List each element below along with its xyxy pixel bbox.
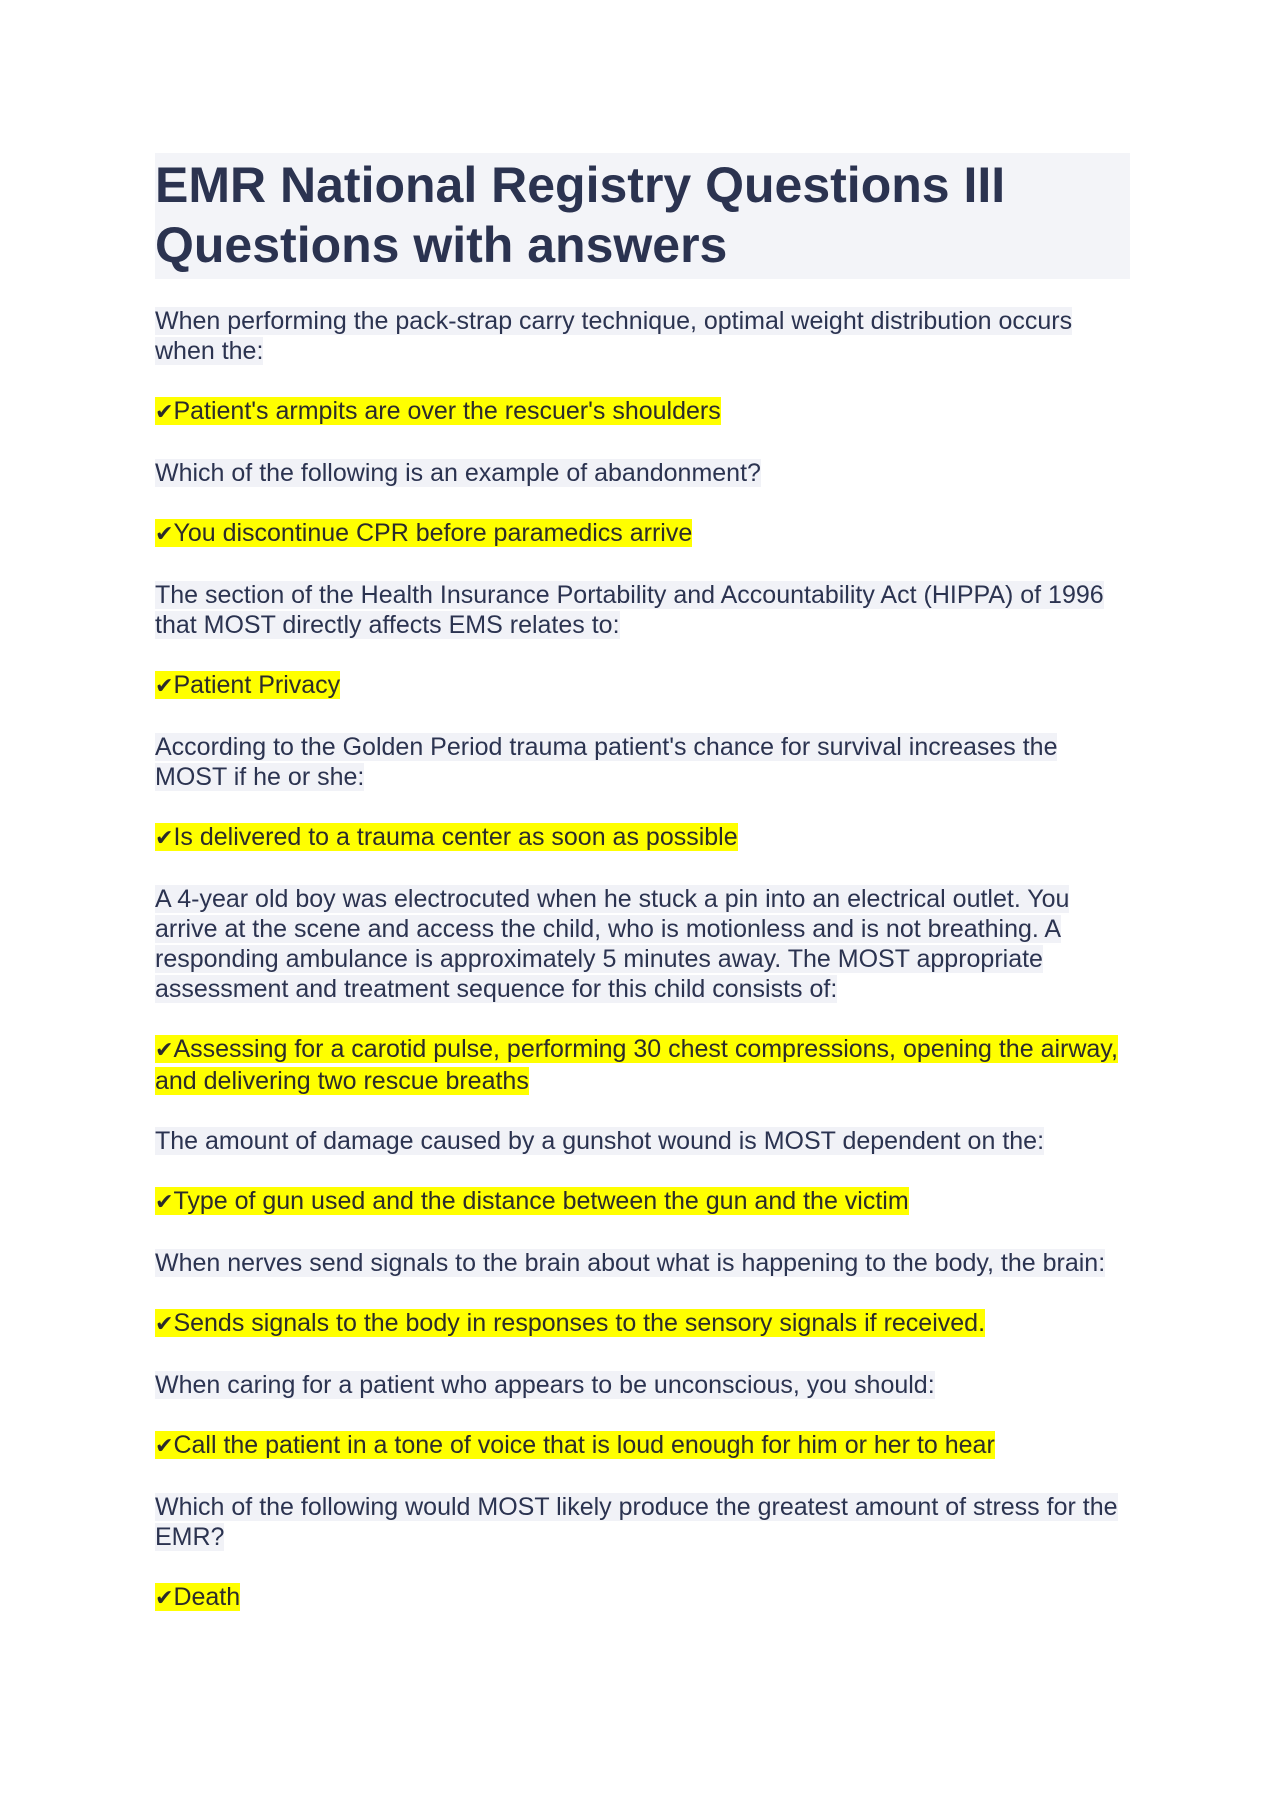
question-paragraph-6 [155,1126,1130,1156]
answer-highlight [155,1431,995,1459]
answer-paragraph-3 [155,670,1130,702]
answer-paragraph-5 [155,1034,1130,1096]
question-text: When nerves send signals to the brain about what is happening to the body, the brain: [155,1249,1106,1277]
question-paragraph-7 [155,1248,1130,1278]
checkmark-icon: ✔ [155,1038,174,1063]
answer-highlight [155,1309,985,1337]
question-paragraph-5 [155,884,1130,1004]
checkmark-icon: ✔ [155,826,174,851]
answer-paragraph-4 [155,822,1130,854]
answer-text: Patient's armpits are over the rescuer's shoulders [173,397,721,425]
answer-highlight [155,397,721,425]
answer-paragraph-1 [155,396,1130,428]
answer-text: Is delivered to a trauma center as soon as possible [173,823,738,851]
question-paragraph-1 [155,306,1130,366]
answer-highlight [155,1583,240,1611]
checkmark-icon: ✔ [155,522,174,547]
document-body [155,153,1130,1644]
answer-text: Sends signals to the body in responses to the sensory signals if received. [173,1309,986,1337]
checkmark-icon: ✔ [155,1190,174,1215]
checkmark-icon: ✔ [155,674,174,699]
answer-paragraph-8 [155,1430,1130,1462]
checkmark-icon: ✔ [155,1434,174,1459]
question-paragraph-2 [155,458,1130,488]
answer-text: Patient Privacy [173,671,341,699]
answer-highlight [155,1035,1118,1095]
question-paragraph-3 [155,580,1130,640]
answer-highlight [155,519,692,547]
answer-highlight [155,1187,909,1215]
answer-paragraph-6 [155,1186,1130,1218]
question-text: When caring for a patient who appears to be unconscious, you should: [155,1371,935,1399]
answer-highlight [155,671,340,699]
question-text: Which of the following is an example of abandonment? [155,459,761,487]
question-paragraph-9 [155,1492,1130,1552]
checkmark-icon: ✔ [155,400,174,425]
answer-text: Call the patient in a tone of voice that is loud enough for him or her to hear [173,1431,995,1459]
answer-text: Type of gun used and the distance between the gun and the victim [173,1187,909,1215]
question-text: When performing the pack-strap carry technique, optimal weight distribution occurs when the: [155,307,1073,365]
qa-list [155,306,1130,1614]
answer-paragraph-7 [155,1308,1130,1340]
document-title: EMR National Registry Questions III Questions with answers [155,157,1006,273]
question-text: Which of the following would MOST likely produce the greatest amount of stress for the EMR? [155,1493,1118,1551]
answer-text: You discontinue CPR before paramedics arrive [173,519,693,547]
answer-highlight [155,823,738,851]
answer-text: Assessing for a carotid pulse, performing 30 chest compressions, opening the airway, and delivering two rescue breaths [155,1035,1118,1095]
answer-paragraph-9 [155,1582,1130,1614]
question-text: The section of the Health Insurance Portability and Accountability Act (HIPPA) of 1996 that MOST directly affects EMS relates to: [155,581,1104,639]
answer-paragraph-2 [155,518,1130,550]
question-paragraph-8 [155,1370,1130,1400]
checkmark-icon: ✔ [155,1312,174,1337]
question-text: According to the Golden Period trauma patient's chance for survival increases the MOST if he or she: [155,733,1058,791]
question-paragraph-4 [155,732,1130,792]
title-block [155,153,1130,279]
question-text: The amount of damage caused by a gunshot wound is MOST dependent on the: [155,1127,1045,1155]
answer-text: Death [173,1583,241,1611]
checkmark-icon: ✔ [155,1586,174,1611]
question-text: A 4-year old boy was electrocuted when he stuck a pin into an electrical outlet. You arrive at the scene and access the child, who is motionless and is not breathing. A responding ambulance is approximately 5 minutes away. The MOST appropriate assessment and treatment sequence for this child consists of: [155,885,1070,1003]
